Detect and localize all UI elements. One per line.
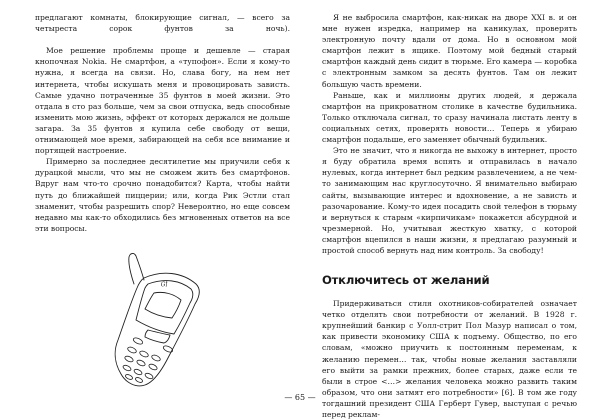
paragraph: Примерно за последнее десятилетие мы приучили себя к дурацкой мысли, что мы не сможем жить без смартфонов. Вдруг нам что-то срочно понадобится? Карта, чтобы найти путь до ближайшей пиццерии; или, когда Рик Эстли стал знаменит, чтобы разрешить спор? Невероятно, но еще совсем недавно мы как-то обходились без мгновенных ответов на все эти вопросы. (35, 157, 290, 233)
paragraph: Это не значит, что я никогда не выхожу в интернет, просто я буду обратила время вспять и отправилась в начало нулевых, когда интернет был редким развлечением, а не чем-то занимающим нас круглосуточно. Я внимательно выбираю сайты, вызывающие интерес и вдохновение, а не зависть и разочарование. Кому-то идея посадить свой телефон в тюрьму и вернуться к старым «кирпичикам» покажется абсурдной и чрезмерной. Но, учитывая жесткую хватку, с которой смартфон вцепился в наши жизни, я предлагаю разумный и простой способ вернуть над ним контроль. За свободу! (322, 146, 577, 255)
paragraph: Мое решение проблемы проще и дешевле — старая кнопочная Nokia. Не смартфон, а «тупофон». Если я кому-то нужна, я всегда на связи. Но, слава богу, на нем нет интернета, чтобы искушать меня и провоцировать зависть. Самые удачно потраченные 35 фунтов в моей жизни. Это отдала в сто раз больше, чем за свои отпуска, ведь способные изменить мою жизнь, эффект от которых держался не дольше загара. За 35 фунтов я купила себе свободу от вещи, отнимающей мое время, забирающей на себя все внимание и портящей настроение. (35, 46, 290, 156)
left-column (35, 12, 290, 234)
section-heading: Отключитесь от желаний (322, 273, 490, 288)
page-number: — 65 — (284, 393, 316, 402)
phone-brand-mark: Gf (160, 280, 169, 289)
paragraph: Придерживаться стиля охотников-собирателей означает четко отделять свои потребности от желаний. В 1928 г. крупнейший банкир с Уолл-стрит Пол Мазур написал о том, как привести экономику США к подъему. Общество, по его словам, «можно приучить к постоянным переменам, к желанию перемен… так, чтобы новые желания заставляли его выйти за рамки прежних, более старых, даже если те были в строе <…> желания человека можно развить таким образом, что они затмят его потребности» [6]. В том же году тогдашний президент США Герберт Гувер, выступая с речью перед реклам- (322, 299, 577, 419)
right-column (322, 12, 577, 420)
mobile-phone-drawing-icon (104, 240, 224, 390)
paragraph: Раньше, как и миллионы других людей, я держала смартфон на прикроватном столике в качестве будильника. Только отключала сигнал, то сразу начинала листать ленту в социальных сетях, проверять новости… Теперь я убираю смартфон подальше, его заменяет обычный будильник. (322, 90, 577, 145)
paragraph: предлагают комнаты, блокирующие сигнал, — всего за четыреста сорок фунтов за ночь). (35, 13, 290, 34)
paragraph: Я не выбросила смартфон, как-никак на дворе XXI в. и он мне нужен изредка, например на каникулах, проверять электронную почту вдали от дома. Но в основном мой смартфон лежит в ящике. Поэтому мой бедный старый смартфон каждый день сидит в тюрьме. Его камера — коробка с электронным замком за десять фунтов. Там он лежит большую часть времени. (322, 13, 577, 89)
